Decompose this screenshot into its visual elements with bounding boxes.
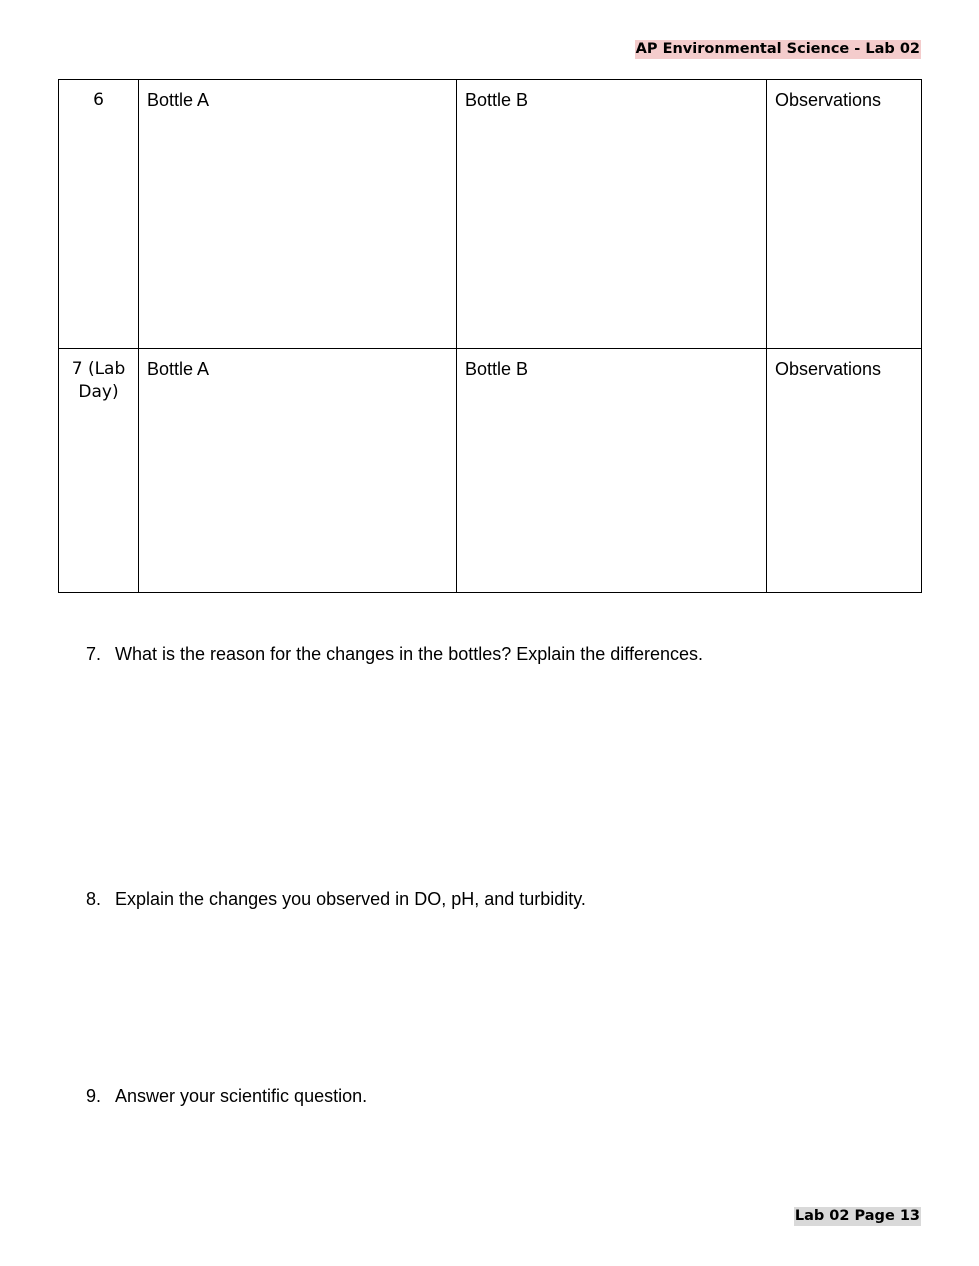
bottle-b-cell[interactable]: Bottle B xyxy=(457,80,767,349)
question-text: Explain the changes you observed in DO, pH, and turbidity. xyxy=(115,889,586,909)
question-8 xyxy=(86,888,586,911)
question-7 xyxy=(86,643,703,666)
observations-cell[interactable]: Observations xyxy=(767,80,922,349)
question-number: 9. xyxy=(86,1086,102,1106)
page-number-label: Lab 02 Page 13 xyxy=(794,1208,920,1224)
table-row xyxy=(59,349,922,593)
bottle-a-cell[interactable]: Bottle A xyxy=(139,349,457,593)
page-header-title: AP Environmental Science - Lab 02 xyxy=(635,41,920,57)
question-number: 7. xyxy=(86,644,102,664)
question-9 xyxy=(86,1085,367,1108)
table-row xyxy=(59,80,922,349)
question-number: 8. xyxy=(86,889,102,909)
bottle-b-cell[interactable]: Bottle B xyxy=(457,349,767,593)
question-text: Answer your scientific question. xyxy=(115,1086,368,1106)
observation-table xyxy=(58,79,922,593)
observations-cell[interactable]: Observations xyxy=(767,349,922,593)
bottle-a-cell[interactable]: Bottle A xyxy=(139,80,457,349)
day-cell: 6 xyxy=(59,80,139,349)
question-text: What is the reason for the changes in the bottles? Explain the differences. xyxy=(115,644,704,664)
day-cell: 7 (Lab Day) xyxy=(59,349,139,593)
